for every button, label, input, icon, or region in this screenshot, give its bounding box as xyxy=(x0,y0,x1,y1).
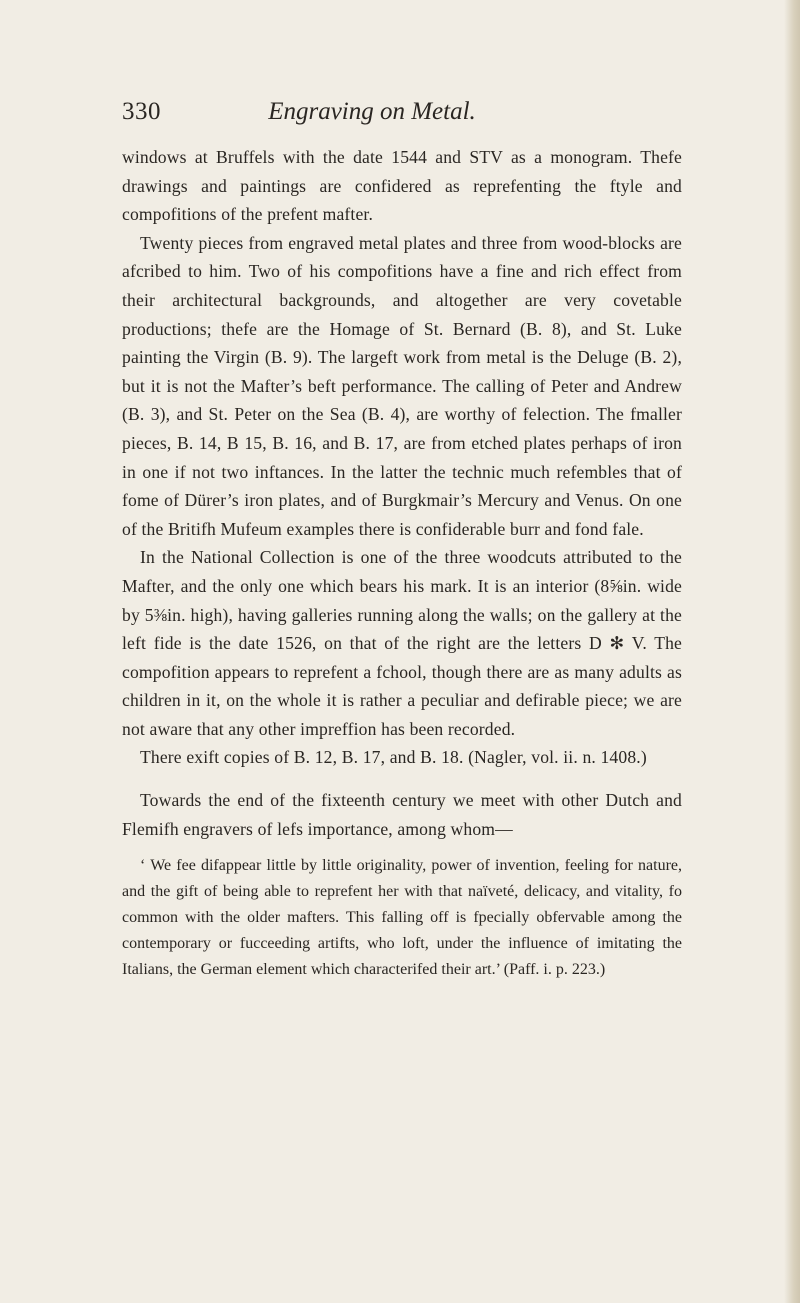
paragraph-towards-end: Towards the end of the fixteenth century we meet with other Dutch and Flemifh engravers of lefs importance, among whom— xyxy=(122,790,682,839)
paragraph-copies: There exift copies of B. 12, B. 17, and B. 18. (Nagler, vol. ii. n. 1408.) xyxy=(140,747,647,768)
paragraph-continued: windows at Bruffels with the date 1544 and STV as a monogram. Thefe drawings and paintings are confidered as reprefenting the ftyle and compofitions of the prefent mafter. xyxy=(122,147,682,225)
page-number: 330 xyxy=(122,98,161,125)
paragraph-national-collection: In the National Collection is one of the three woodcuts attributed to the Mafter, and the only one which bears his mark. It is an interior (8⅝in. wide by 5⅜in. high), having galleries running along the walls; on the gallery at the left fide is the date 1526, on that of the right are the letters D ✻ V. The compofition appears to reprefent a fchool, though there are as many adults as children in it, on the whole it is rather a peculiar and defirable piece; we are not aware that any other impreffion has been recorded. xyxy=(122,547,682,739)
page-edge-shadow xyxy=(784,0,800,1303)
running-title: Engraving on Metal. xyxy=(268,98,476,125)
footnote: ‘ We fee difappear little by little originality, power of invention, feeling for nature, and the gift of being able to reprefent her with that naïveté, delicacy, and vitality, fo common with the older mafters. This falling off is fpecially obfervable among the contemporary or fucceeding artifts, who loft, under the influence of imitating the Italians, the German element which characterifed their art.’ (Paff. i. p. 223.) xyxy=(122,857,682,979)
paragraph-twenty-pieces: Twenty pieces from engraved metal plates and three from wood-blocks are afcribed to him. Two of his compofitions have a fine and rich effect from their architectural backgrounds, and altogether are very covetable productions; thefe are the Homage of St. Bernard (B. 8), and St. Luke painting the Virgin (B. 9). The largeft work from metal is the Deluge (B. 2), but it is not the Mafter’s beft performance. The calling of Peter and Andrew (B. 3), and St. Peter on the Sea (B. 4), are worthy of felection. The fmaller pieces, B. 14, B 15, B. 16, and B. 17, are from etched plates perhaps of iron in one if not two inftances. In the latter the technic much refembles that of fome of Dürer’s iron plates, and of Burgkmair’s Mercury and Venus. On one of the Britifh Mufeum examples there is confiderable burr and fond fale. xyxy=(122,232,682,539)
page-header xyxy=(122,98,682,138)
body-text xyxy=(122,143,682,983)
